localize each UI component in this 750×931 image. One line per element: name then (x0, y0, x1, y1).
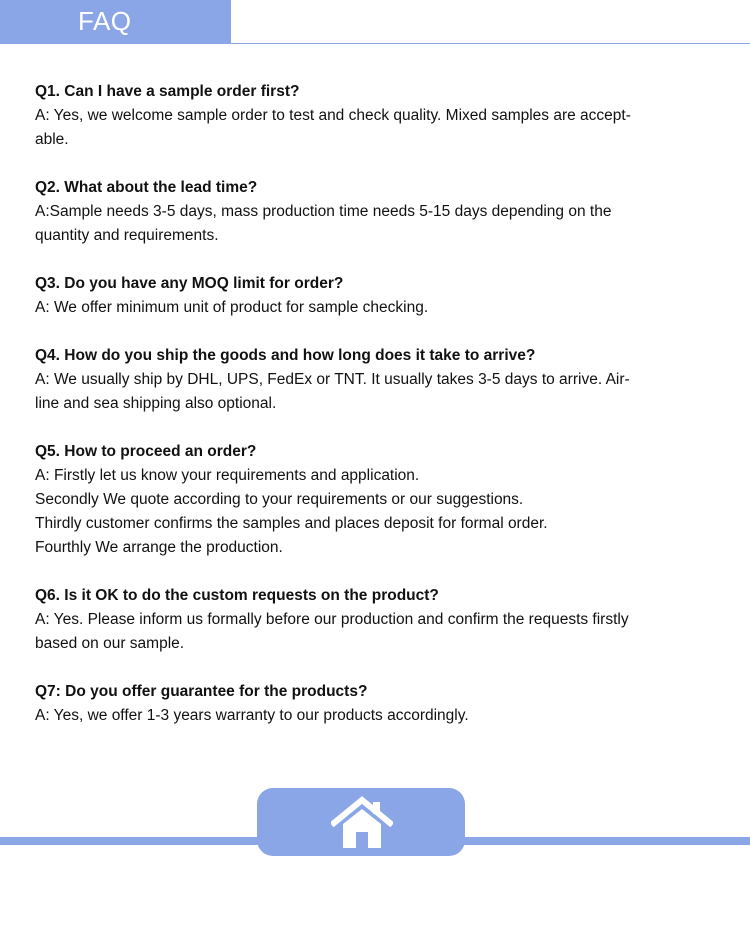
faq-item (35, 272, 705, 320)
faq-answer-line: line and sea shipping also optional. (35, 395, 277, 412)
faq-answer-line: Thirdly customer confirms the samples and places deposit for formal order. (35, 515, 548, 532)
faq-answer-line: A: Firstly let us know your requirements and application. (35, 467, 420, 484)
faq-question: Q1. Can I have a sample order first? (35, 83, 300, 100)
faq-answer-line: A:Sample needs 3-5 days, mass production time needs 5-15 days depending on the (35, 203, 612, 220)
faq-answer-line: A: We offer minimum unit of product for sample checking. (35, 299, 429, 316)
faq-answer (35, 368, 705, 416)
faq-question: Q3. Do you have any MOQ limit for order? (35, 275, 344, 292)
faq-question: Q5. How to proceed an order? (35, 443, 257, 460)
faq-item (35, 440, 705, 560)
header-divider (0, 43, 750, 44)
faq-answer-line: A: We usually ship by DHL, UPS, FedEx or TNT. It usually takes 3-5 days to arrive. Air- (35, 371, 630, 388)
faq-answer-line: A: Yes, we welcome sample order to test and check quality. Mixed samples are accept- (35, 107, 631, 124)
page-title: FAQ (78, 6, 132, 36)
faq-item (35, 176, 705, 248)
home-button[interactable] (257, 788, 465, 856)
faq-item (35, 584, 705, 656)
faq-header-tab (0, 0, 231, 43)
faq-answer-line: A: Yes, we offer 1-3 years warranty to our products accordingly. (35, 707, 469, 724)
faq-answer-line: able. (35, 131, 69, 148)
faq-question: Q7: Do you offer guarantee for the products? (35, 683, 368, 700)
faq-answer-line: A: Yes. Please inform us formally before our production and confirm the requests firstly (35, 611, 629, 628)
faq-item (35, 344, 705, 416)
faq-answer (35, 200, 705, 248)
faq-answer (35, 296, 705, 320)
faq-answer (35, 608, 705, 656)
faq-answer-line: quantity and requirements. (35, 227, 219, 244)
faq-list (35, 80, 705, 752)
faq-item (35, 680, 705, 728)
faq-answer-line: Secondly We quote according to your requirements or our suggestions. (35, 491, 524, 508)
faq-item (35, 80, 705, 152)
faq-answer (35, 704, 705, 728)
faq-answer (35, 104, 705, 152)
faq-answer-line: Fourthly We arrange the production. (35, 539, 283, 556)
faq-answer (35, 464, 705, 560)
faq-question: Q2. What about the lead time? (35, 179, 258, 196)
faq-question: Q6. Is it OK to do the custom requests on the product? (35, 587, 439, 604)
faq-question: Q4. How do you ship the goods and how long does it take to arrive? (35, 347, 536, 364)
faq-answer-line: based on our sample. (35, 635, 185, 652)
home-icon (331, 796, 393, 850)
